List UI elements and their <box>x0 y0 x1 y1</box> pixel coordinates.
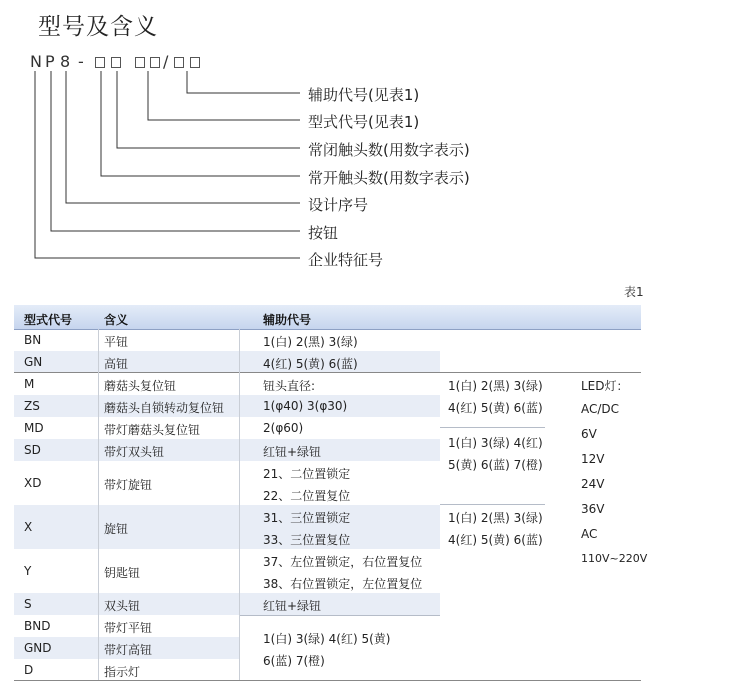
aux-color-group-1-line-1: 1(白) 2(黑) 3(绿) <box>448 379 543 393</box>
row-meaning-zs: 蘑菇头自锁转动复位钮 <box>104 401 225 415</box>
legend-nc-contacts: 常闭触头数(用数字表示) <box>308 141 470 159</box>
table-caption: 表1 <box>624 285 644 299</box>
row-meaning-bnd: 带灯平钮 <box>104 621 153 635</box>
code-dash: - <box>78 52 84 71</box>
row-code-m: M <box>24 377 35 391</box>
row-code-bn: BN <box>24 333 42 347</box>
aux-lamp-colors-2: 6(蓝) 7(橙) <box>263 654 325 668</box>
row-code-gnd: GND <box>24 641 52 655</box>
aux-lamp-colors-1: 1(白) 3(绿) 4(红) 5(黄) <box>263 632 391 646</box>
row-meaning-y: 钥匙钮 <box>104 566 141 580</box>
aux-color-group-3-line-2: 4(红) 5(黄) 6(蓝) <box>448 533 543 547</box>
aux-color-group-1-line-2: 4(红) 5(黄) 6(蓝) <box>448 401 543 415</box>
header-aux-code: 辅助代号 <box>263 313 312 327</box>
legend-type-code: 型式代号(见表1) <box>308 113 420 131</box>
code-slash: / <box>163 52 169 71</box>
row-meaning-gn: 高钮 <box>104 357 129 371</box>
aux-color-group-2-line-2: 5(黄) 6(蓝) 7(橙) <box>448 458 543 472</box>
row-code-d: D <box>24 663 34 677</box>
aux-button-colors-1: 1(白) 2(黑) 3(绿) <box>263 335 358 349</box>
code-letter-n: N <box>30 52 42 71</box>
legend-no-contacts: 常开触头数(用数字表示) <box>308 169 470 187</box>
row-code-zs: ZS <box>24 399 40 413</box>
code-letter-p: P <box>45 52 55 71</box>
aux-position-38: 38、右位置锁定，左位置复位 <box>263 577 423 591</box>
row-code-s: S <box>24 597 32 611</box>
aux-position-22: 22、二位置复位 <box>263 489 351 503</box>
row-meaning-md: 带灯蘑菇头复位钮 <box>104 423 201 437</box>
aux-position-31: 31、三位置锁定 <box>263 511 351 525</box>
header-type-code: 型式代号 <box>24 313 73 327</box>
aux-position-33: 33、三位置复位 <box>263 533 351 547</box>
row-code-gn: GN <box>24 355 43 369</box>
model-code-leader-lines <box>0 0 320 270</box>
aux-voltage-12v: 12V <box>581 452 605 466</box>
aux-color-group-3-line-1: 1(白) 2(黑) 3(绿) <box>448 511 543 525</box>
row-meaning-x: 旋钮 <box>104 522 129 536</box>
row-meaning-m: 蘑菇头复位钮 <box>104 379 177 393</box>
header-meaning: 含义 <box>104 313 129 327</box>
row-code-xd: XD <box>24 476 42 490</box>
aux-position-21: 21、二位置锁定 <box>263 467 351 481</box>
legend-button: 按钮 <box>308 224 339 242</box>
legend-enterprise-code: 企业特征号 <box>308 251 384 269</box>
aux-voltage-ac: AC <box>581 527 598 541</box>
row-meaning-gnd: 带灯高钮 <box>104 643 153 657</box>
aux-voltage-24v: 24V <box>581 477 605 491</box>
row-meaning-s: 双头钮 <box>104 599 141 613</box>
aux-color-group-2-line-1: 1(白) 3(绿) 4(红) <box>448 436 543 450</box>
row-code-sd: SD <box>24 443 41 457</box>
aux-voltage-36v: 36V <box>581 502 605 516</box>
aux-led-label: LED灯： <box>581 379 629 393</box>
row-meaning-bn: 平钮 <box>104 335 129 349</box>
row-meaning-sd: 带灯双头钮 <box>104 445 165 459</box>
legend-design-number: 设计序号 <box>308 196 369 214</box>
row-meaning-xd: 带灯旋钮 <box>104 478 153 492</box>
aux-diameter-2: 2(φ60) <box>263 421 304 435</box>
row-code-y: Y <box>24 564 32 578</box>
row-code-bnd: BND <box>24 619 51 633</box>
aux-diameter-1: 1(φ40) 3(φ30) <box>263 399 348 413</box>
aux-red-green-2: 红钮+绿钮 <box>263 599 322 613</box>
row-code-md: MD <box>24 421 44 435</box>
legend-auxiliary-code: 辅助代号(见表1) <box>308 86 420 104</box>
aux-voltage-110-220v: 110V~220V <box>581 552 648 565</box>
row-code-x: X <box>24 520 33 534</box>
aux-voltage-6v: 6V <box>581 427 597 441</box>
row-meaning-d: 指示灯 <box>104 665 141 679</box>
aux-diameter-label: 钮头直径: <box>263 379 316 393</box>
code-digit-8: 8 <box>60 52 71 71</box>
aux-button-colors-2: 4(红) 5(黄) 6(蓝) <box>263 357 358 371</box>
aux-position-37: 37、左位置锁定，右位置复位 <box>263 555 423 569</box>
page-title: 型号及含义 <box>38 14 158 40</box>
aux-voltage-ac-dc: AC/DC <box>581 402 620 416</box>
aux-red-green-1: 红钮+绿钮 <box>263 445 322 459</box>
